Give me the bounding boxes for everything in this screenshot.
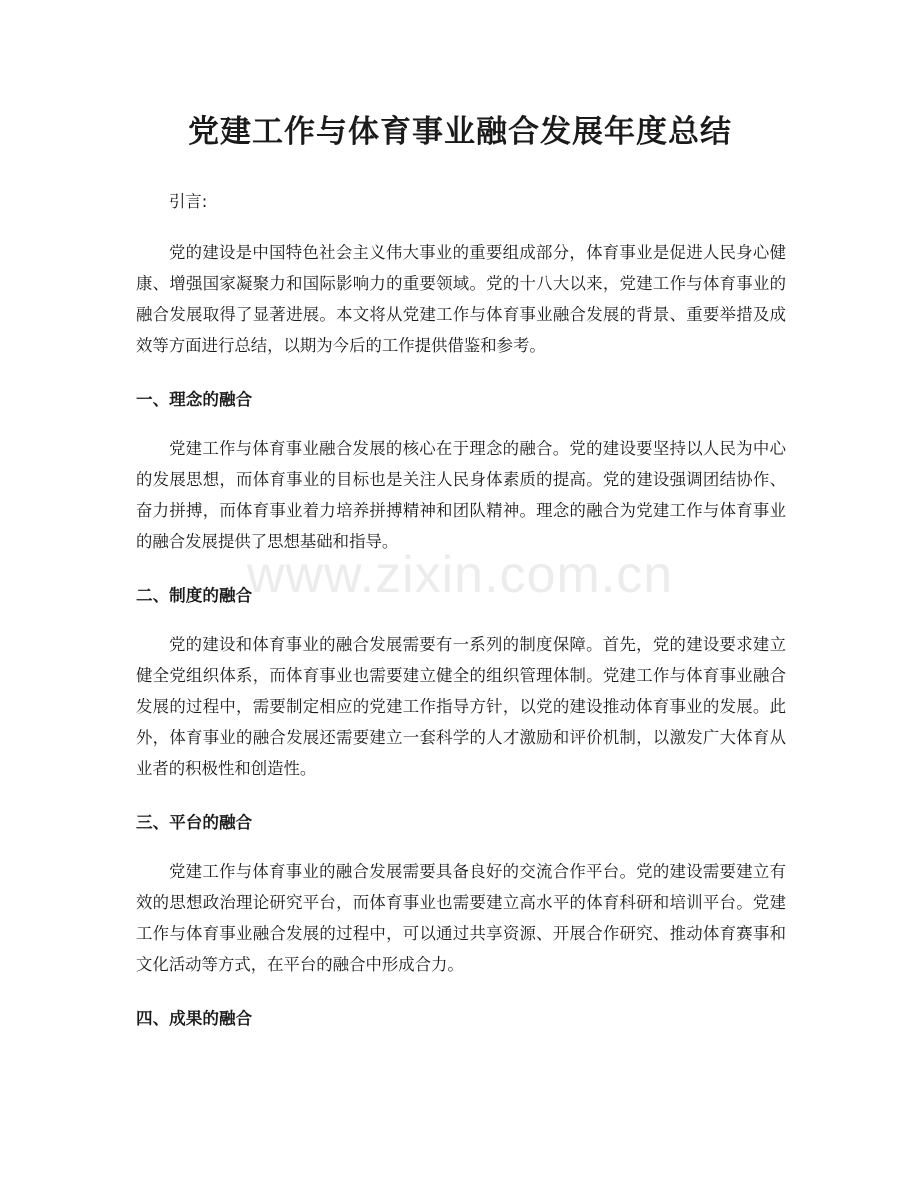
section-heading-3: 三、平台的融合 <box>136 813 253 832</box>
intro-label: 引言: <box>169 192 208 211</box>
watermark: www.zixin.com.cn <box>246 546 674 604</box>
section-paragraph-1: 党建工作与体育事业融合发展的核心在于理念的融合。党的建设要坚持以人民为中心的发展思想，而体育事业的目标也是关注人民身体素质的提高。党的建设强调团结协作、奋力拼搏，而体育事业着力培养拼搏精神和团队精神。理念的融合为党建工作与体育事业的融合发展提供了思想基础和指导。 <box>136 439 786 551</box>
section-paragraph-2: 党的建设和体育事业的融合发展需要有一系列的制度保障。首先，党的建设要求建立健全党组织体系，而体育事业也需要建立健全的组织管理体制。党建工作与体育事业融合发展的过程中，需要制定相应的党建工作指导方针，以党的建设推动体育事业的发展。此外，体育事业的融合发展还需要建立一套科学的人才激励和评价机制，以激发广大体育从业者的积极性和创造性。 <box>136 635 786 778</box>
document-title: 党建工作与体育事业融合发展年度总结 <box>188 114 732 150</box>
document-body <box>136 186 786 1052</box>
section-heading-1: 一、理念的融合 <box>136 390 253 409</box>
section-paragraph-3: 党建工作与体育事业的融合发展需要具备良好的交流合作平台。党的建设需要建立有效的思想政治理论研究平台，而体育事业也需要建立高水平的体育科研和培训平台。党建工作与体育事业融合发展的过程中，可以通过共享资源、开展合作研究、推动体育赛事和文化活动等方式，在平台的融合中形成合力。 <box>136 862 786 974</box>
section-heading-4: 四、成果的融合 <box>136 1009 253 1028</box>
section-heading-2: 二、制度的融合 <box>136 586 253 605</box>
intro-paragraph: 党的建设是中国特色社会主义伟大事业的重要组成部分，体育事业是促进人民身心健康、增强国家凝聚力和国际影响力的重要领域。党的十八大以来，党建工作与体育事业的融合发展取得了显著进展。本文将从党建工作与体育事业融合发展的背景、重要举措及成效等方面进行总结，以期为今后的工作提供借鉴和参考。 <box>136 243 786 355</box>
